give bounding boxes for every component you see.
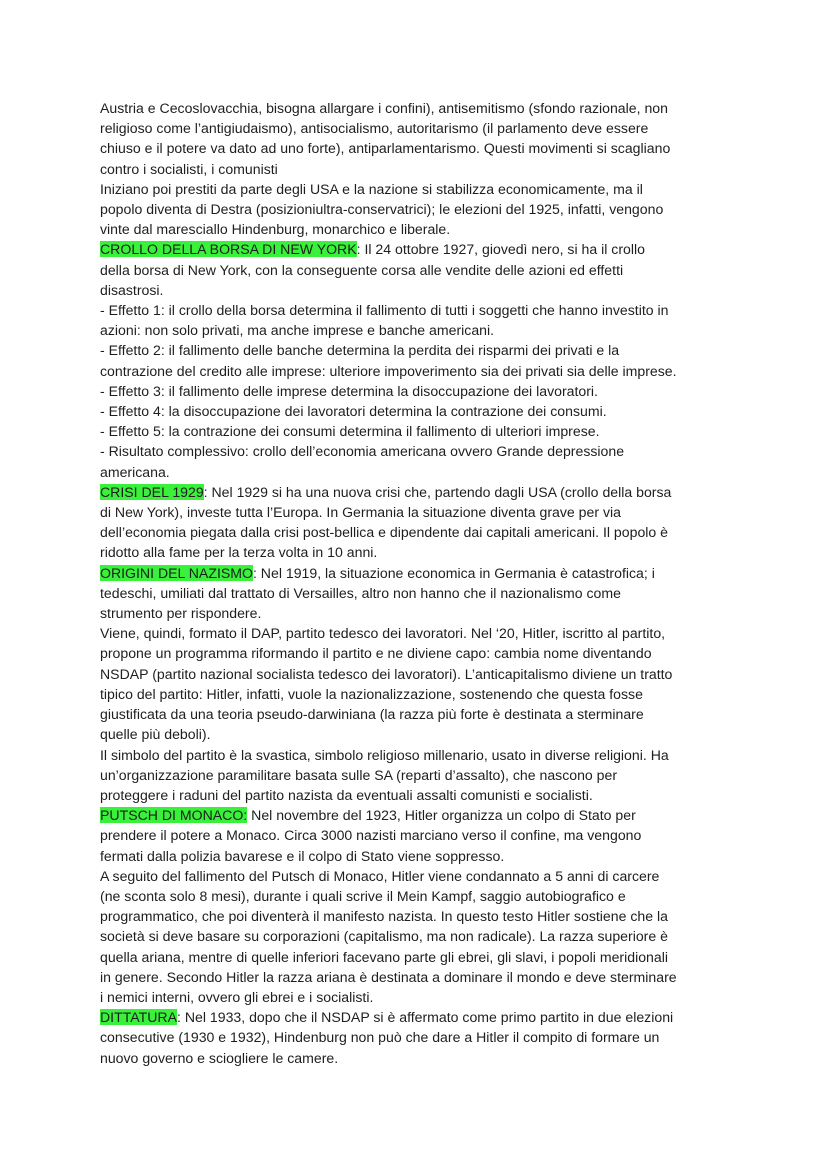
text-line bbox=[100, 421, 758, 441]
text-line bbox=[100, 886, 758, 906]
text-line bbox=[100, 846, 758, 866]
line-text: Viene, quindi, formato il DAP, partito tedesco dei lavoratori. Nel ‘20, Hitler, iscritto al partito, bbox=[100, 625, 666, 642]
line-text: società si deve basare su corporazioni (capitalismo, ma non radicale). La razza superiore è bbox=[100, 928, 668, 945]
text-line bbox=[100, 765, 758, 785]
highlighted-heading: DITTATURA bbox=[100, 1009, 177, 1026]
text-line bbox=[100, 825, 758, 845]
line-text: ridotto alla fame per la terza volta in 10 anni. bbox=[100, 544, 378, 561]
highlighted-heading: CRISI DEL 1929 bbox=[100, 483, 204, 500]
text-line bbox=[100, 987, 758, 1007]
line-text: in genere. Secondo Hitler la razza ariana è destinata a dominare il mondo e deve sterminare bbox=[100, 968, 677, 985]
line-text: popolo diventa di Destra (posizioniultra-conservatrici); le elezioni del 1925, infatti, vengono bbox=[100, 201, 664, 218]
text-line bbox=[100, 340, 758, 360]
text-line bbox=[100, 603, 758, 623]
line-text: dell’economia piegata dalla crisi post-bellica e dipendente dai capitali americani. Il popolo è bbox=[100, 524, 669, 541]
text-line bbox=[100, 441, 758, 461]
line-text: : Nel 1933, dopo che il NSDAP si è affermato come primo partito in due elezioni bbox=[177, 1009, 674, 1026]
text-line bbox=[100, 785, 758, 805]
section-heading-line bbox=[100, 239, 758, 259]
text-line bbox=[100, 159, 758, 179]
line-text: prendere il potere a Monaco. Circa 3000 nazisti marciano verso il confine, ma vengono bbox=[100, 827, 642, 844]
text-line bbox=[100, 300, 758, 320]
text-line bbox=[100, 522, 758, 542]
line-text: disastrosi. bbox=[100, 281, 164, 298]
text-line bbox=[100, 542, 758, 562]
line-text: Nel novembre del 1923, Hitler organizza un colpo di Stato per bbox=[247, 807, 636, 824]
section-heading-line bbox=[100, 805, 758, 825]
text-line bbox=[100, 947, 758, 967]
line-text: americana. bbox=[100, 463, 170, 480]
section-heading-line bbox=[100, 1007, 758, 1027]
line-text: A seguito del fallimento del Putsch di Monaco, Hitler viene condannato a 5 anni di carcere bbox=[100, 867, 660, 884]
text-line bbox=[100, 643, 758, 663]
line-text: - Effetto 3: il fallimento delle imprese determina la disoccupazione dei lavoratori. bbox=[100, 382, 598, 399]
line-text: chiuso e il potere va dato ad uno forte), antiparlamentarismo. Questi movimenti si scagliano bbox=[100, 140, 671, 157]
line-text: giustificata da una teoria pseudo-darwiniana (la razza più forte è destinata a sterminare bbox=[100, 706, 644, 723]
text-line bbox=[100, 583, 758, 603]
text-line bbox=[100, 623, 758, 643]
text-line bbox=[100, 179, 758, 199]
text-line bbox=[100, 199, 758, 219]
text-line bbox=[100, 502, 758, 522]
text-line bbox=[100, 664, 758, 684]
line-text: - Effetto 5: la contrazione dei consumi determina il fallimento di ulteriori imprese. bbox=[100, 423, 600, 440]
text-line bbox=[100, 926, 758, 946]
text-line bbox=[100, 1048, 758, 1068]
text-line bbox=[100, 967, 758, 987]
line-text: Il simbolo del partito è la svastica, simbolo religioso millenario, usato in diverse religioni. Ha bbox=[100, 746, 669, 763]
line-text: tedeschi, umiliati dal trattato di Versailles, altro non hanno che il nazionalismo come bbox=[100, 584, 621, 601]
section-heading-line bbox=[100, 563, 758, 583]
line-text: contro i socialisti, i comunisti bbox=[100, 160, 278, 177]
text-line bbox=[100, 118, 758, 138]
text-line bbox=[100, 138, 758, 158]
line-text: consecutive (1930 e 1932), Hindenburg non può che dare a Hitler il compito di formare un bbox=[100, 1029, 660, 1046]
line-text: - Effetto 4: la disoccupazione dei lavoratori determina la contrazione dei consumi. bbox=[100, 403, 607, 420]
line-text: fermati dalla polizia bavarese e il colpo di Stato viene soppresso. bbox=[100, 847, 505, 864]
highlighted-heading: CROLLO DELLA BORSA DI NEW YORK bbox=[100, 241, 357, 258]
section-heading-line bbox=[100, 482, 758, 502]
line-text: un’organizzazione paramilitare basata sulle SA (reparti d’assalto), che nascono per bbox=[100, 766, 618, 783]
line-text: della borsa di New York, con la conseguente corsa alle vendite delle azioni ed effetti bbox=[100, 261, 624, 278]
line-text: proteggere i raduni del partito nazista da eventuali assalti comunisti e socialisti. bbox=[100, 786, 593, 803]
line-text: NSDAP (partito nazional socialista tedesco dei lavoratori). L’anticapitalismo diviene un tratto bbox=[100, 665, 673, 682]
text-line bbox=[100, 1027, 758, 1047]
line-text: propone un programma riformando il partito e ne diviene capo: cambia nome diventando bbox=[100, 645, 652, 662]
text-line bbox=[100, 906, 758, 926]
line-text: contrazione del credito alle imprese: ulteriore impoverimento sia dei privati sia delle imprese. bbox=[100, 362, 677, 379]
text-line bbox=[100, 745, 758, 765]
line-text: di New York), investe tutta l’Europa. In Germania la situazione diventa grave per via bbox=[100, 504, 621, 521]
text-line bbox=[100, 684, 758, 704]
line-text: religioso come l’antigiudaismo), antisocialismo, autoritarismo (il parlamento deve essere bbox=[100, 120, 649, 137]
line-text: : Nel 1919, la situazione economica in Germania è catastrofica; i bbox=[252, 564, 655, 581]
line-text: Iniziano poi prestiti da parte degli USA e la nazione si stabilizza economicamente, ma il bbox=[100, 180, 643, 197]
text-line bbox=[100, 260, 758, 280]
line-text: - Effetto 2: il fallimento delle banche determina la perdita dei risparmi dei privati e la bbox=[100, 342, 620, 359]
line-text: nuovo governo e sciogliere le camere. bbox=[100, 1049, 339, 1066]
line-text: quella ariana, mentre di quelle inferiori facevano parte gli ebrei, gli slavi, i popoli meridionali bbox=[100, 948, 668, 965]
line-text: Austria e Cecoslovacchia, bisogna allargare i confini), antisemitismo (sfondo razionale, non bbox=[100, 100, 668, 116]
text-line bbox=[100, 280, 758, 300]
text-line bbox=[100, 462, 758, 482]
text-line bbox=[100, 381, 758, 401]
line-text: i nemici interni, ovvero gli ebrei e i socialisti. bbox=[100, 988, 374, 1005]
text-line bbox=[100, 219, 758, 239]
text-line bbox=[100, 704, 758, 724]
highlighted-heading: PUTSCH DI MONACO: bbox=[100, 807, 248, 824]
line-text: : Il 24 ottobre 1927, giovedì nero, si ha il crollo bbox=[356, 241, 645, 258]
text-line bbox=[100, 361, 758, 381]
highlighted-heading: ORIGINI DEL NAZISMO bbox=[100, 564, 253, 581]
line-text: : Nel 1929 si ha una nuova crisi che, partendo dagli USA (crollo della borsa bbox=[203, 483, 672, 500]
line-text: vinte dal maresciallo Hindenburg, monarchico e liberale. bbox=[100, 221, 451, 238]
text-line bbox=[100, 320, 758, 340]
text-line bbox=[100, 724, 758, 744]
text-line bbox=[100, 866, 758, 886]
line-text: - Effetto 1: il crollo della borsa determina il fallimento di tutti i soggetti che hanno investito in bbox=[100, 302, 669, 319]
line-text: quelle più deboli). bbox=[100, 726, 211, 743]
line-text: - Risultato complessivo: crollo dell’economia americana ovvero Grande depressione bbox=[100, 443, 625, 460]
text-line bbox=[100, 98, 758, 118]
line-text: programmatico, che poi diventerà il manifesto nazista. In questo testo Hitler sostiene che la bbox=[100, 908, 668, 925]
line-text: (ne sconta solo 8 mesi), durante i quali scrive il Mein Kampf, saggio autobiografico e bbox=[100, 887, 626, 904]
line-text: azioni: non solo privati, ma anche imprese e banche americani. bbox=[100, 322, 495, 339]
line-text: tipico del partito: Hitler, infatti, vuole la nazionalizzazione, sostenendo che questa fosse bbox=[100, 685, 643, 702]
text-line bbox=[100, 401, 758, 421]
line-text: strumento per rispondere. bbox=[100, 605, 262, 622]
